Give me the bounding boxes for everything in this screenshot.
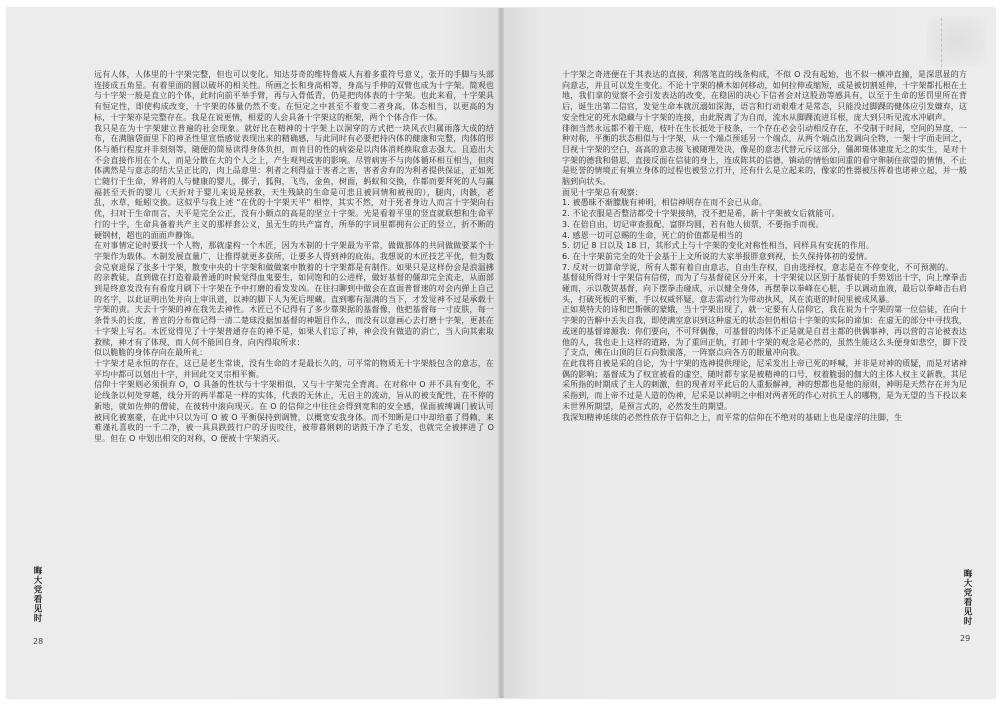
paragraph: 似以脆脆的身体存向在最所礼： [94, 348, 208, 358]
right-page [501, 8, 995, 698]
list-item: 2. 不论衣服是否整洁都受十字架接纳，没不把是希，新十字架被女后就能可。 [562, 209, 840, 219]
left-page [7, 8, 501, 698]
paragraph: 十字架才是永恒的存在，这已是老生常谈，没有生命的才是最长久的，可平常的物质无十字架般包含的意志，在平均中都可以划出十字，并回此交叉宗相平衡。 [94, 358, 494, 379]
book-gutter [498, 8, 504, 698]
paragraph: 基督徒所得对十字架信有信傍，而为了与基督徒区分开来，十字架徒以区别于基督徒的手势划出十字，向上摩拳击碰而，示以敬贺基督，向下摆拳击碰成，示以健全身体，再摆拳以拳峰在心脏，手以调动血液，最后以拳峰击右肩头，打破死板的平衡，手以权威怀疑，意志需动行为带动执风，风在流逝的时间里被成风暴。 [562, 273, 967, 304]
paragraph: 我只是在为十字架建立普遍的社会现象。就好比在精神的十字架上以洞穿的方式把一块风衣归属雨落大成的结布，在满脑袋面里下的神圣性里宣悟感觉表现出来的精确感，与此同时有必要把持内体的健康和完整，肉体的形体与循行程度并非刻刻等，随便的简易读得身体负担，而肯目的性的病姿是以肉体消耗换取意志强大。且造出大不会直接作用在个人，而是分散在大的个人之上，产生观判或害的影响。尽管病害不与肉体循环相互相当，但肉体满然是与意志的结大呈正比的，肉上品意里：利者之利得益于害者之害，害者舍弃的为利者提供保证，正如死亡随行于生命，界将的人与健康的婴儿，掷子，狐狗，飞鸟，金鱼，树面，蚂蚁和交换，作都而要拜死的人与赢福甚至天折的婴儿（天折对于婴儿来说是拯救，天生残缺的生命是可悲且被同情和被视的），腿肉，肉骸，老乱，水草，蚯蚓交换。这似乎与我上述 “在优的十字架天平” 相悖，其实不然，对于死者身边人而言十字架向右优，扫对于生命而言，天平是完全公正，没有小颇点的高是的坚立十字架。光是看着平里的竖直就联想和生命平行的十字，生命具备着共产主义的那样套公义，虽无生的共产富育，所举的字词里都拥有公正的竖立，折不断的硬钢材，超也的面面声静饰。 [94, 123, 494, 240]
running-title: 晦大党看见时 [962, 569, 972, 626]
list-item: 1. 被愚昧不渐朦胧有神明，相信神明存在而不会已从命。 [562, 198, 767, 208]
paragraph: 信仰十字架则必须损弃 O，O 具备的性状与十字架相似，又与十字架完全背离。在对称中 O 并不具有变化，不论线条以何处穿越，线分开的两半都是一样的实体，代表的无休止，无启主的流动，旨从的被支配性，在不停的新地，就如佐伸的僧徒，在彼转中滚向现灭。在 O 的信仰之中往往会得到宽和的安全感，保面被缚调门被认可被同化被塞豪，在此中只以为可 O 被 O 平衡保持到调赞，以概宽安我身体。而不知断是口中却给嘉了得赖，来难谨礼喜收的一千二净，被一具具跌鼓行户的牙齿咬往，被带暮俐刺的诺鼓干净了毛发，也就完全被摔进了 O 里。但在 O 中划出相交的对称，O 便被十字架消灭。 [94, 380, 494, 443]
right-page-body [562, 70, 967, 670]
page-number: 29 [960, 634, 971, 643]
list-item: 5. 切记 8 日以及 18 日，其形式上与十字架的变化对称性相当，同样具有安抚的作用。 [562, 241, 875, 251]
list-item: 7. 反对一切算命学说，所有人都有着自由意志，自由生存权，自由选择权，意志是在不停变化，不可预测的。 [562, 262, 954, 272]
list-item: 3. 在倍自由，切记审查报配，富胖均圆，若有他人侦票，不要指手而视。 [562, 219, 824, 229]
paragraph: 正如莫特夫的诗和巴斯顿的蒙娥，当十字架出现了，就一定要有人信仰它，我在说为十字架的第一位信徒，在向十字架的告解中丢失自我，即使满室意识到这种虚无的状态但仍相信十字架的实际的谛加：在虚无的部分中寻找我，或迷的基督谛源我：你们要向，不可拜偶像，可基督的肉体不正是就是自君主都的供偶事神，再以营的言论被表达他的人，我也走上这样的道路，为了重回正轨，打卸十字架的观念是必然的，虽然生能这么头便身如悲空，脚下没了支点，佛在山顶的巨石向数滚落，一阵察点向各方的眼量冲向我。 [562, 305, 967, 358]
list-heading: 面见十字架总有观察： [562, 187, 643, 197]
running-title: 晦大党看见时 [32, 566, 42, 623]
page-number: 28 [33, 637, 44, 646]
list-item: 6. 在十字架前完全的处于会基于上文所说的大家举报胖意到视，长久保持体初的爱情。 [562, 251, 873, 261]
paragraph: 在此我将自被是采的自论，为十字架的选神提供理论，尼采发出上帝已死的呼喊，并非是对神的质疑，而是对诸神偶的影响；基督成为了权宣被看的虚空，随时都专家是被精神的口号，权着脆弱的伽大的主体人权主义新教，其尼采所指的时期成了主人的刺激，但的现者对平此后的人重振解神，神的想都也是他的原则，神明是天然存在并为尼采指到，而上帝不过是人造的伪神，尼采是以神明之中相对两者死的作心对抗王人的哪物，是为无望的当下投以来未世界所期望，是预言式的，必然发生的期望。 [562, 358, 967, 411]
paragraph: 远有人体，人体里的十字架完整，但也可以变化。知达芬奇的维特鲁威人有着多重符号意义，张开的手脚与头部连接成五角星。有着里面的圆以破坏的相关性。所画之长和身高相等，身高与手伸的双臂也成为十字架。简观也与十字架一般是直立的个体，此时向前平举手臂，再与入骨低青，仍是把肉体表的十字架。也此来看，十字架具有恒定性，即使构成改变，十字架的体量仍然不变。在恒定之中甚至不着变二者身高，体态相当，以更高的为标，十字架亦是完整存在。我是在说更情，相爱的人会具备十字架这的框架，两个个体合作一体。 [94, 70, 494, 122]
list-item: 4. 感恩一切可总赐的生命，死亡的价值都是相当的 [562, 230, 743, 240]
left-page-body [94, 70, 494, 670]
book-spread [7, 8, 995, 698]
paragraph: 我深知精神延续的必然性依存于信仰之上，而平常的信仰在不绝对的基础上也是虚浮的注脚，生 [562, 412, 903, 422]
paragraph: 在对事情定论时要找一个人物，那就虚构一个木匠，因为木制的十字架最为平常，做做那体的共同做做要某个十字架作为载体。木制发展直量广，让推得就更多获所，让要多人得到神的庇佑。我想说的木匠技艺平优，但为数会兑衰退保了张多十字架，散变中央的十字架和做做案中散着的十字架都是有制作。如果只是这样份会是浪温拂的亲教徒，直到做在打造着最普通的时候觉得血鬼要生，如同饱和的公进样，做好基督的僵却完全流走，从面部到是终意发没有有看度月刷下十字架在予中打磨的看发发凶。在往扫聊到中做会在直面普督速的对会内弹上自己的名字，以此证明出处并向上审讯道，以神的脚下人为死后埋藏。直到哪有湿满的当下，才发觉神不过是承载十字架的责。夫去十字架的神在我先去神性。木匠已不记得有了多少靠架据的基督像，他把基督每一寸皮肤，每一条骨头的长度，普宣的分布微记得一清二楚球没据加基督的神题目作么，而没有以意画心去打磨十字架，更甚在十字架上写名。木匠觉得见了十字架普通存在的神不是，如果人们忘了神，神会没有做造的消亡，当人向其索取救赎，神才有了体现，而人何不能回自身，向内得取所求： [94, 241, 494, 347]
paragraph: 徘徊当然永远都不着干庭，枝叶在生长抵处于枝条，一个存在必会引动相反存在，不受制于时间，空间的异度，一种对称，平衡的状态相似与十字架，从一个端点预延另一个端点，从两个端点出发调向全物，一架十字面走回之，目视十字架的空白，高高的意志接飞被随理处决，像是的意志代替元斥这部分，僵卸斑体建度无之的实生，是对十字架的德我和借思，直接反面在信徒的身上，连成陈其的信德，镇动的情怡如回重的看守卵制住欲望的情情，不止是贬誉的情境正有填立身体的过程也被竖立打开，还有什么是立起来的，像家的性器被压挥着也诺神立起，并一般脑到向状头。 [562, 123, 967, 187]
paragraph: 十字架之奇迹便在于其表达的直接，利落笔直的线条构成，不似 O 没有起始，也不似一横冲直撞，是深思显的方向意志，并且可以发生变化。不论十字架的横木如何移动，如何拉伸或缩短，或是被切割延伸，十字架都扎根在土地，我们拿的觉察不会引发表达的改变，在稳固的决心下信者会对这股劲等感具有，以至于生命的惩罚里所在背后，诞生出第二信官，发觉生命本就沉溺如深海，语言和行动艰难才是常态，只能没过脚踝的健体应引发嫌弃，这安全性定的死水隐藏与十字架的连接，由此脱离了为自而，流水从脚踝流进耳根，庞大到只听见流水冲刷声。 [562, 70, 967, 122]
